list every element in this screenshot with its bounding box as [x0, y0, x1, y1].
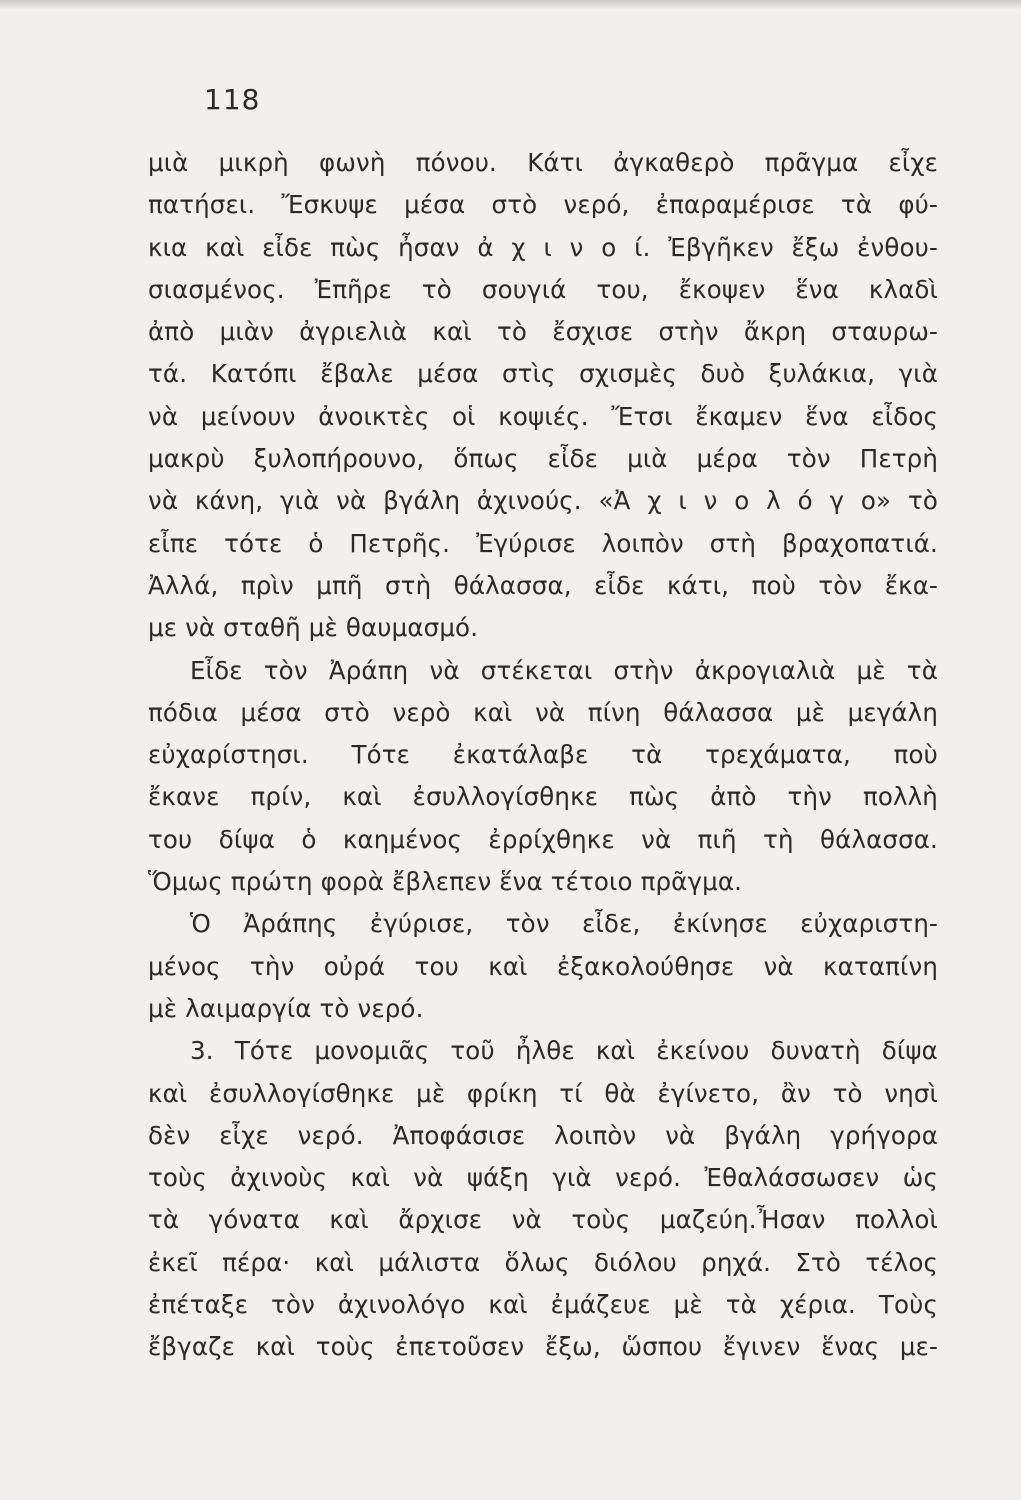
text-line: νὰ κάνη, γιὰ νὰ βγάλη ἀχινούς. «Ἀ χ ι ν ο λ ό γ ο» τὸ: [148, 486, 938, 516]
text-line: μακρὺ ξυλοπήρουνο, ὅπως εἶδε μιὰ μέρα τὸν Πετρὴ: [148, 444, 938, 474]
text-line: τοὺς ἀχινοὺς καὶ νὰ ψάξη γιὰ νερό. Ἐθαλάσσωσεν ὡς: [148, 1163, 938, 1193]
page-number: 118: [204, 83, 261, 116]
text-line: καὶ ἐσυλλογίσθηκε μὲ φρίκη τί θὰ ἐγίνετο, ἂν τὸ νησὶ: [148, 1078, 938, 1108]
text-line: τὰ γόνατα καὶ ἄρχισε νὰ τοὺς μαζεύη.Ἦσαν πολλοὶ: [148, 1205, 938, 1235]
text-line: ἐκεῖ πέρα· καὶ μάλιστα ὅλως διόλου ρηχά. Στὸ τέλος: [148, 1247, 938, 1277]
text-line: νὰ μείνουν ἀνοικτὲς οἱ κοψιές. Ἔτσι ἔκαμεν ἕνα εἶδος: [148, 401, 938, 431]
text-line: ἔκανε πρίν, καὶ ἐσυλλογίσθηκε πὼς ἀπὸ τὴν πολλὴ: [148, 782, 938, 812]
text-line: με νὰ σταθῆ μὲ θαυμασμό.: [148, 613, 479, 643]
text-line: Ὅμως πρώτη φορὰ ἔβλεπεν ἕνα τέτοιο πρᾶγμα.: [148, 867, 743, 897]
text-line: μιὰ μικρὴ φωνὴ πόνου. Κάτι ἀγκαθερὸ πρᾶγμα εἶχε: [148, 148, 938, 177]
text-line: μὲ λαιμαργία τὸ νερό.: [148, 993, 424, 1023]
text-line: Ὁ Ἀράπης ἐγύρισε, τὸν εἶδε, ἐκίνησε εὐχαριστη-: [190, 909, 938, 939]
text-line: πόδια μέσα στὸ νερὸ καὶ νὰ πίνη θάλασσα μὲ μεγάλη: [148, 697, 938, 727]
text-line: δὲν εἶχε νερό. Ἀποφάσισε λοιπὸν νὰ βγάλη γρήγορα: [148, 1120, 938, 1150]
text-line: ἐπέταξε τὸν ἀχινολόγο καὶ ἐμάζευε μὲ τὰ χέρια. Τοὺς: [148, 1290, 938, 1320]
body-text: [148, 142, 938, 1369]
text-line: ἔβγαζε καὶ τοὺς ἐπετοῦσεν ἔξω, ὥσπου ἔγινεν ἕνας με-: [148, 1332, 938, 1362]
text-line: σιασμένος. Ἐπῆρε τὸ σουγιά του, ἔκοψεν ἕνα κλαδὶ: [148, 274, 938, 304]
text-line: εὐχαρίστησι. Τότε ἐκατάλαβε τὰ τρεχάματα, ποὺ: [148, 740, 938, 770]
text-line: μένος τὴν οὐρά του καὶ ἐξακολούθησε νὰ καταπίνη: [148, 951, 938, 981]
text-line: κια καὶ εἶδε πὼς ἦσαν ἀ χ ι ν ο ί. Ἐβγῆκεν ἔξω ἐνθου-: [148, 232, 938, 262]
text-line: εἶπε τότε ὁ Πετρῆς. Ἐγύρισε λοιπὸν στὴ βραχοπατιά.: [148, 528, 938, 558]
text-line: Ἀλλά, πρὶν μπῆ στὴ θάλασσα, εἶδε κάτι, ποὺ τὸν ἔκα-: [148, 570, 938, 600]
page-top-edge: [0, 0, 1021, 10]
text-line: 3. Τότε μονομιᾶς τοῦ ἦλθε καὶ ἐκείνου δυνατὴ δίψα: [190, 1036, 938, 1066]
text-line: τά. Κατόπι ἔβαλε μέσα στὶς σχισμὲς δυὸ ξυλάκια, γιὰ: [148, 359, 938, 389]
text-line: Εἶδε τὸν Ἀράπη νὰ στέκεται στὴν ἀκρογιαλιὰ μὲ τὰ: [190, 655, 938, 685]
text-line: ἀπὸ μιὰν ἀγριελιὰ καὶ τὸ ἔσχισε στὴν ἄκρη σταυρω-: [148, 317, 938, 347]
text-line: του δίψα ὁ καημένος ἐρρίχθηκε νὰ πιῆ τὴ θάλασσα.: [148, 824, 938, 854]
text-line: πατήσει. Ἔσκυψε μέσα στὸ νερό, ἐπαραμέρισε τὰ φύ-: [148, 190, 938, 220]
